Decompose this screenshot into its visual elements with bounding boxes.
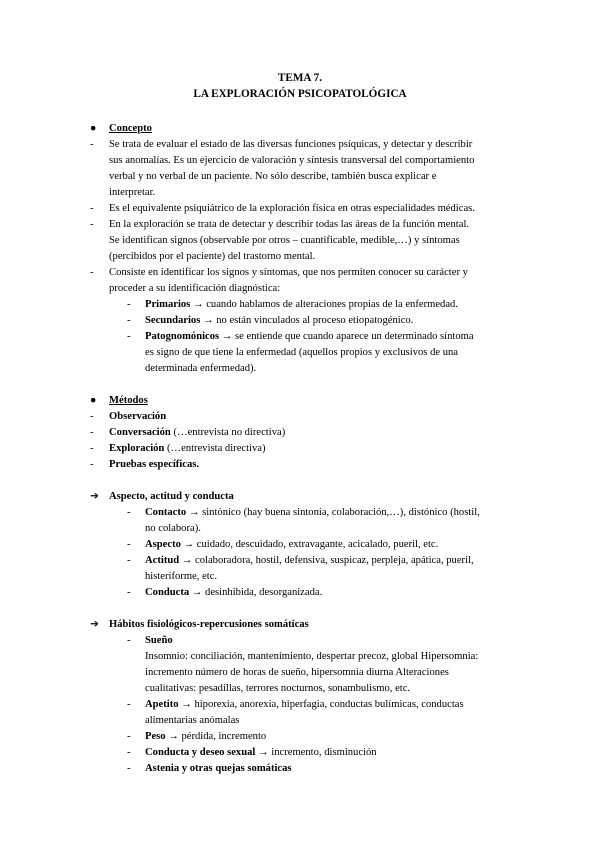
dash-marker: -	[127, 731, 131, 742]
dash-marker: -	[90, 219, 94, 230]
list-item: Aspecto → cuidado, descuidado, extravagante, acicalado, pueril, etc.	[145, 539, 439, 550]
list-item-continuation: es signo de que tiene la enfermedad (aquellos propios y exclusivos de una	[145, 347, 459, 358]
dash-marker: -	[90, 427, 94, 438]
page-title: LA EXPLORACIÓN PSICOPATOLÓGICA	[193, 88, 407, 100]
concepto-text-line: Se trata de evaluar el estado de las diversas funciones psíquicas, y detectar y describir	[109, 139, 473, 150]
dash-marker: -	[90, 267, 94, 278]
dash-marker: -	[127, 747, 131, 758]
list-item-continuation: cualitativas: pesadillas, terrores nocturnos, sonambulismo, etc.	[145, 683, 411, 694]
list-item: Exploración (…entrevista directiva)	[109, 443, 266, 454]
dash-marker: -	[127, 763, 131, 774]
tema-number: TEMA 7.	[277, 72, 323, 84]
list-item-continuation: determinada enfermedad).	[145, 363, 257, 374]
dash-marker: -	[127, 635, 131, 646]
section-heading-concepto: Concepto	[109, 123, 152, 134]
concepto-text-line: En la exploración se trata de detectar y describir todas las áreas de la función mental.	[109, 219, 470, 230]
list-item: Apetito → hiporexia, anorexia, hiperfagia, conductas bulímicas, conductas	[145, 699, 464, 710]
concepto-text-line: interpretar.	[109, 187, 156, 198]
dash-marker: -	[90, 139, 94, 150]
concepto-text-line: Consiste en identificar los signos y síntomas, que nos permiten conocer su carácter y	[109, 267, 468, 278]
list-item: Secundarios → no están vinculados al proceso etiopatogénico.	[145, 315, 414, 326]
bullet-marker: ●	[90, 123, 97, 134]
dash-marker: -	[90, 443, 94, 454]
list-item-continuation: alimentarias anómalas	[145, 715, 240, 726]
dash-marker: -	[127, 539, 131, 550]
list-item: Conversación (…entrevista no directiva)	[109, 427, 286, 438]
concepto-text-line: Es el equivalente psiquiátrico de la exploración física en otras especialidades médicas.	[109, 203, 475, 214]
dash-marker: -	[127, 587, 131, 598]
list-item-continuation: incremento número de horas de sueño, hipersomnia diurna Alteraciones	[145, 667, 449, 678]
section-heading-aspecto: Aspecto, actitud y conducta	[109, 491, 234, 502]
dash-marker: -	[90, 203, 94, 214]
dash-marker: -	[127, 507, 131, 518]
list-item: Conducta y deseo sexual → incremento, disminución	[145, 747, 377, 758]
concepto-text-line: (percibidos por el paciente) del trastorno mental.	[109, 251, 316, 262]
section-heading-habitos: Hábitos fisiológicos-repercusiones somáticas	[109, 619, 309, 630]
list-item-continuation: histeriforme, etc.	[145, 571, 218, 582]
concepto-text-line: proceder a su identificación diagnóstica:	[109, 283, 281, 294]
dash-marker: -	[127, 699, 131, 710]
list-item: Conducta → desinhibida, desorganizada.	[145, 587, 323, 598]
dash-marker: -	[90, 459, 94, 470]
dash-marker: -	[127, 555, 131, 566]
dash-marker: -	[127, 299, 131, 310]
list-item: Contacto → sintónico (hay buena sintonía, colaboración,…), distónico (hostil,	[145, 507, 480, 518]
dash-marker: -	[90, 411, 94, 422]
section-heading-metodos: Métodos	[109, 395, 148, 406]
arrow-marker: ➔	[90, 619, 99, 630]
dash-marker: -	[127, 315, 131, 326]
list-item: Patognomónicos → se entiende que cuando aparece un determinado síntoma	[145, 331, 474, 342]
list-item: Sueño	[145, 635, 173, 646]
concepto-text-line: sus anomalías. Es un ejercicio de valoración y síntesis transversal del comportamiento	[109, 155, 475, 166]
concepto-text-line: Se identifican signos (observable por otros – cuantificable, medible,…) y síntomas	[109, 235, 460, 246]
list-item-continuation: Insomnio: conciliación, mantenimiento, despertar precoz, global Hipersomnia:	[145, 651, 479, 662]
list-item: Observación	[109, 411, 167, 422]
list-item: Actitud → colaboradora, hostil, defensiva, suspicaz, perpleja, apática, pueril,	[145, 555, 474, 566]
bullet-marker: ●	[90, 395, 97, 406]
dash-marker: -	[127, 331, 131, 342]
list-item: Pruebas específicas.	[109, 459, 200, 470]
list-item: Astenia y otras quejas somáticas	[145, 763, 292, 774]
list-item-continuation: no colabora).	[145, 523, 201, 534]
concepto-text-line: verbal y no verbal de un paciente. No sólo describe, también busca explicar e	[109, 171, 437, 182]
list-item: Peso → pérdida, incremento	[145, 731, 267, 742]
list-item: Primarios → cuando hablamos de alteraciones propias de la enfermedad.	[145, 299, 458, 310]
arrow-marker: ➔	[90, 491, 99, 502]
